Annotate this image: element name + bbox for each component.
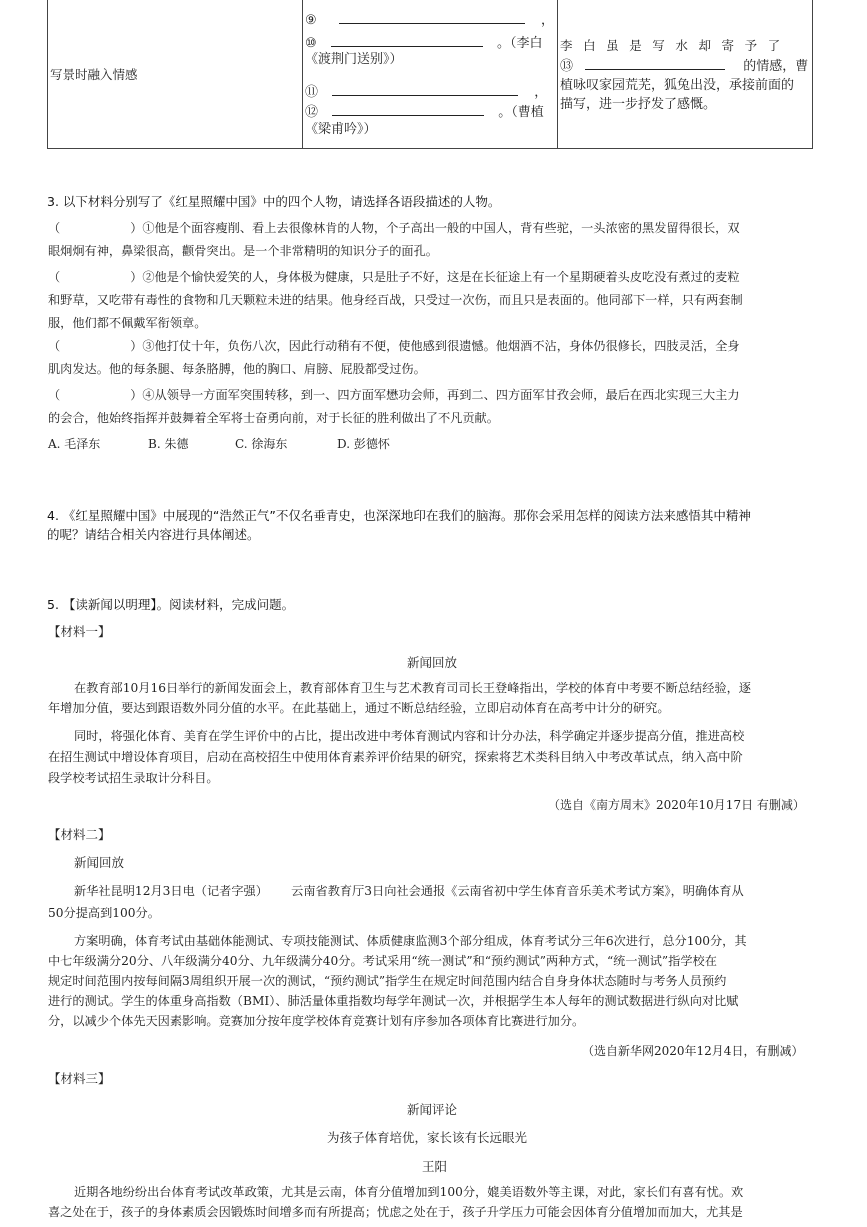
answer-blank-12[interactable] — [332, 103, 484, 116]
blank-11: ⑪ ， — [305, 85, 548, 100]
source-1: 《渡荆门送别》） — [305, 52, 403, 67]
option-c[interactable]: C. 徐海东 — [235, 437, 288, 451]
option-d[interactable]: D. 彭德怀 — [337, 437, 390, 451]
question-3-item — [48, 220, 820, 259]
table-row-label: 写景时融入情感 — [50, 67, 138, 82]
blank-10: ⑩ 。（李白 — [305, 36, 543, 51]
answer-blank-11[interactable] — [332, 83, 518, 96]
question-4-line-2: 的呢？请结合相关内容进行具体阐述。 — [47, 527, 260, 542]
material-3-para-1: 近期各地纷纷出台体育考试改革政策，尤其是云南，体育分值增加到100分，媲美语数外等主课，对此，家长们有喜有忧。欢 喜之处在于，孩子的身体素质会因锻炼时间增多而有所提高；忧虑之处在于，孩子升学压力可能会因体育分值增加而加大，尤其是 — [48, 1185, 744, 1219]
option-b[interactable]: B. 朱德 — [148, 437, 189, 451]
right-line-3: 植咏叹家园荒芜，狐兔出没，承接前面的 — [560, 78, 795, 93]
material-2-para-1: 新华社昆明12月3日电（记者字强） 云南省教育厅3日向社会通报《云南省初中学生体育音乐美术考试方案》，明确体育从 50分提高到100分。 — [48, 884, 744, 920]
table-divider-2 — [557, 0, 558, 148]
material-1-para-1: 在教育部10月16日举行的新闻发面会上，教育部体育卫生与艺术教育司司长王登峰指出，学校的体育中考要不断总结经验，逐 年增加分值，要达到跟语数外同分值的水平。在此基础上，通过不断总结经验，立即启动体育在高考中计分的研究。 — [48, 681, 751, 715]
answer-paren-close: ） — [130, 339, 143, 353]
material-2-label: 【材料二】 — [48, 827, 111, 842]
material-3-subtitle: 为孩子体育培优，家长该有长远眼光 — [327, 1130, 528, 1145]
question-3-item — [48, 387, 820, 426]
question-3-item-text: ④从领导一方面军突围转移，到一、四方面军懋功会师，再到二、四方面军甘孜会师，最后在西北实现三大主力 — [142, 388, 740, 402]
answer-paren-close: ） — [130, 221, 143, 235]
material-2-heading: 新闻回放 — [74, 855, 125, 870]
right-line-1: 李 白 虽 是 写 水 却 寄 予 了 — [560, 38, 784, 53]
material-2-source: （选自新华网2020年12月4日，有删减） — [582, 1044, 804, 1058]
question-3-item-line: 服，他们都不佩戴军衔领章。 — [48, 316, 207, 330]
blank-9: ⑨ ， — [305, 13, 554, 28]
question-3-item-line: 的会合，他始终指挥并鼓舞着全军将士奋勇向前，对于长征的胜利做出了不凡贡献。 — [48, 411, 499, 425]
answer-paren-open: （ — [48, 221, 61, 235]
material-1-heading: 新闻回放 — [407, 655, 458, 670]
material-1-source: （选自《南方周末》2020年10月17日 有删减） — [548, 798, 805, 812]
material-2-para-2: 方案明确，体育考试由基础体能测试、专项技能测试、体质健康监测3个部分组成，体育考试分三年6次进行，总分100分，其 中七年级满分20分、八年级满分40分、九年级满分40分。考试采用“统一测试”和“预约测试”两种方式，“统一测试”指学校在 规定时间范围内按每间隔3周组织开展一次的测试，“预约测试”指学生在规定时间范围内结合自身身体状态随时与考务人员预约 进行的测试。学生的体重身高指数（BMI）、肺活量体重指数均每学年测试一次，并根据学生本人每年的测试数据进行纵向对比赋 分，以减少个体先天因素影响。竞赛加分按年度学校体育竞赛计划有序参加各项体育比赛进行加分。 — [48, 934, 747, 1028]
material-3-heading: 新闻评论 — [407, 1102, 458, 1117]
right-line-2: ⑬ 的情感，曹 — [560, 59, 809, 74]
question-3-title: 3. 以下材料分别写了《红星照耀中国》中的四个人物，请选择各语段描述的人物。 — [47, 194, 501, 209]
question-3-item-text: ③他打仗十年，负伤八次，因此行动稍有不便，使他感到很遗憾。他烟酒不沾，身体仍很修长，四肢灵活，全身 — [142, 339, 740, 353]
source-2: 《梁甫吟》） — [305, 122, 377, 137]
right-line-4: 描写，进一步抒发了感慨。 — [560, 97, 717, 112]
answer-paren-open: （ — [48, 388, 61, 402]
answer-paren-open: （ — [48, 270, 61, 284]
material-1-para-2: 同时，将强化体育、美育在学生评价中的占比，提出改进中考体育测试内容和计分办法，科学确定并逐步提高分值，推进高校 在招生测试中增设体育项目，启动在高校招生中使用体育素养评价结果的研究，探索将艺术类科目纳入中考改革试点，纳入高中阶 段学校考试招生录取计分科目。 — [48, 729, 745, 785]
answer-blank-10[interactable] — [331, 34, 483, 47]
answer-blank-9[interactable] — [339, 11, 525, 24]
blank-12: ⑫ 。（曹植 — [305, 105, 544, 120]
table-divider-1 — [302, 0, 303, 148]
question-3-item-line: 和野草，又吃带有毒性的食物和几天颗粒未进的结果。他身经百战，只受过一次伤，而且只是表面的。他同部下一样，只有两套制 — [48, 293, 743, 307]
option-a[interactable]: A. 毛泽东 — [48, 437, 101, 451]
answer-paren-close: ） — [130, 270, 143, 284]
question-3-item-first-line — [48, 387, 820, 403]
answer-paren-close: ） — [130, 388, 143, 402]
question-3-item-line: 眼炯炯有神，鼻梁很高，颧骨突出。是一个非常精明的知识分子的面孔。 — [48, 244, 438, 258]
question-3-item-first-line — [48, 269, 820, 285]
question-3-item-line: 肌肉发达。他的每条腿、每条胳膊，他的胸口、肩膀、屁股都受过伤。 — [48, 362, 426, 376]
question-3-item-text: ②他是个愉快爱笑的人，身体极为健康，只是肚子不好，这是在长征途上有一个星期硬着头皮吃没有煮过的麦粒 — [142, 270, 740, 284]
question-3-item — [48, 338, 820, 377]
question-5-title: 5. 【读新闻以明理】。阅读材料，完成问题。 — [47, 597, 295, 612]
question-3-item-first-line — [48, 220, 820, 236]
question-3-item-text: ①他是个面容瘦削、看上去很像林肯的人物，个子高出一般的中国人，背有些驼，一头浓密的黑发留得很长，双 — [142, 221, 740, 235]
material-3-author: 王阳 — [422, 1159, 448, 1174]
question-4-line-1: 4. 《红星照耀中国》中展现的“浩然正气”不仅名垂青史，也深深地印在我们的脑海。那你会采用怎样的阅读方法来感悟其中精神 — [47, 508, 751, 523]
question-3-item-first-line — [48, 338, 820, 354]
material-3-label: 【材料三】 — [48, 1071, 111, 1086]
answer-paren-open: （ — [48, 339, 61, 353]
question-3-item — [48, 269, 820, 331]
material-1-label: 【材料一】 — [48, 624, 111, 639]
answer-blank-13[interactable] — [585, 57, 725, 70]
